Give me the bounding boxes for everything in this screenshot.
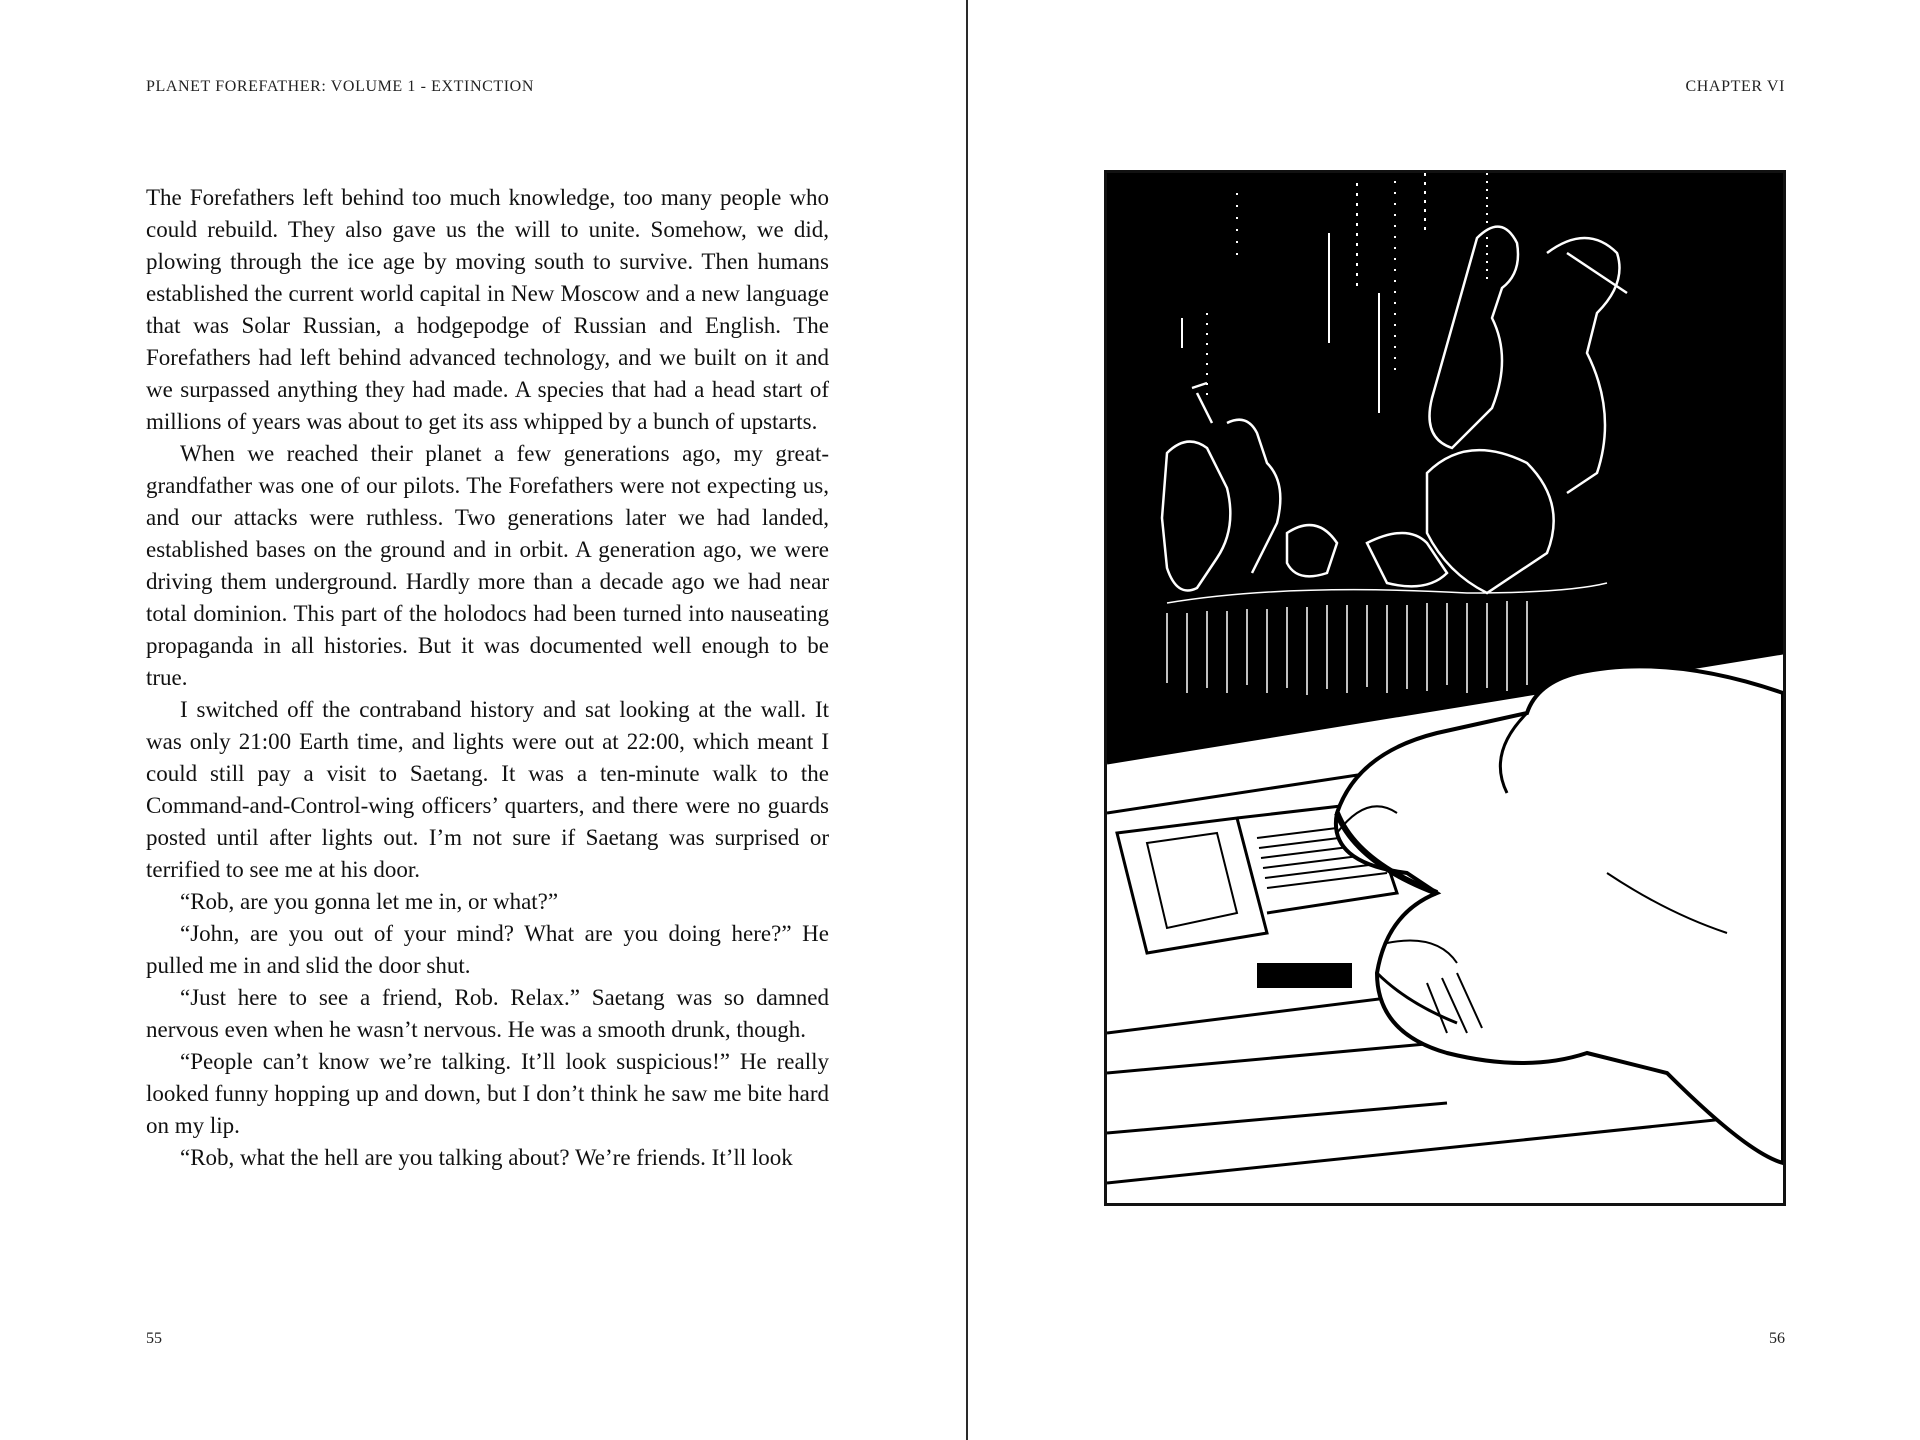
paragraph: When we reached their planet a few generations ago, my great-grandfather was one of our pilots. The Forefathers were not expecting us, and our attacks were ruthless. Two generations later we had landed, established bases on the ground and in orbit. A generation ago, we were driving them underground. Hardly more than a decade ago we had near total dominion. This part of the holodocs had been turned into nauseating propaganda in all histories. But it was documented well enough to be true.: [146, 441, 829, 690]
body-text: [146, 182, 829, 1174]
paragraph: “John, are you out of your mind? What are you doing here?” He pulled me in and slid the door shut.: [146, 921, 829, 978]
right-page: [968, 0, 1920, 1440]
paragraph: “Just here to see a friend, Rob. Relax.” Saetang was so damned nervous even when he wasn’t nervous. He was a smooth drunk, though.: [146, 985, 829, 1042]
paragraph: “Rob, are you gonna let me in, or what?”: [180, 889, 559, 914]
paragraph: I switched off the contraband history and sat looking at the wall. It was only 21:00 Earth time, and lights were out at 22:00, which meant I could still pay a visit to Saetang. It was a ten-minute walk to the Command-and-Control-wing officers’ quarters, and there were no guards posted until after lights out. I’m not sure if Saetang was surprised or terrified to see me at his door.: [146, 697, 829, 882]
page-number-left: 55: [146, 1330, 162, 1347]
page-number-right: 56: [1769, 1330, 1785, 1347]
paragraph: The Forefathers left behind too much knowledge, too many people who could rebuild. They also gave us the will to unite. Somehow, we did, plowing through the ice age by moving south to survive. Then humans established the current world capital in New Moscow and a new language that was Solar Russian, a hodgepodge of Russian and English. The Forefathers had left behind advanced technology, and we built on it and we surpassed anything they had made. A species that had a head start of millions of years was about to get its ass whipped by a bunch of upstarts.: [146, 185, 829, 434]
paragraph: “People can’t know we’re talking. It’ll look suspicious!” He really looked funny hopping up and down, but I don’t think he saw me bite hard on my lip.: [146, 1049, 829, 1138]
running-head-right: CHAPTER VI: [1685, 78, 1785, 95]
running-head-left: PLANET FOREFATHER: VOLUME 1 - EXTINCTION: [146, 78, 534, 95]
paragraph: “Rob, what the hell are you talking about? We’re friends. It’ll look: [180, 1145, 793, 1170]
chapter-illustration: [1104, 170, 1786, 1206]
illustration-drawing: [1107, 173, 1783, 1203]
